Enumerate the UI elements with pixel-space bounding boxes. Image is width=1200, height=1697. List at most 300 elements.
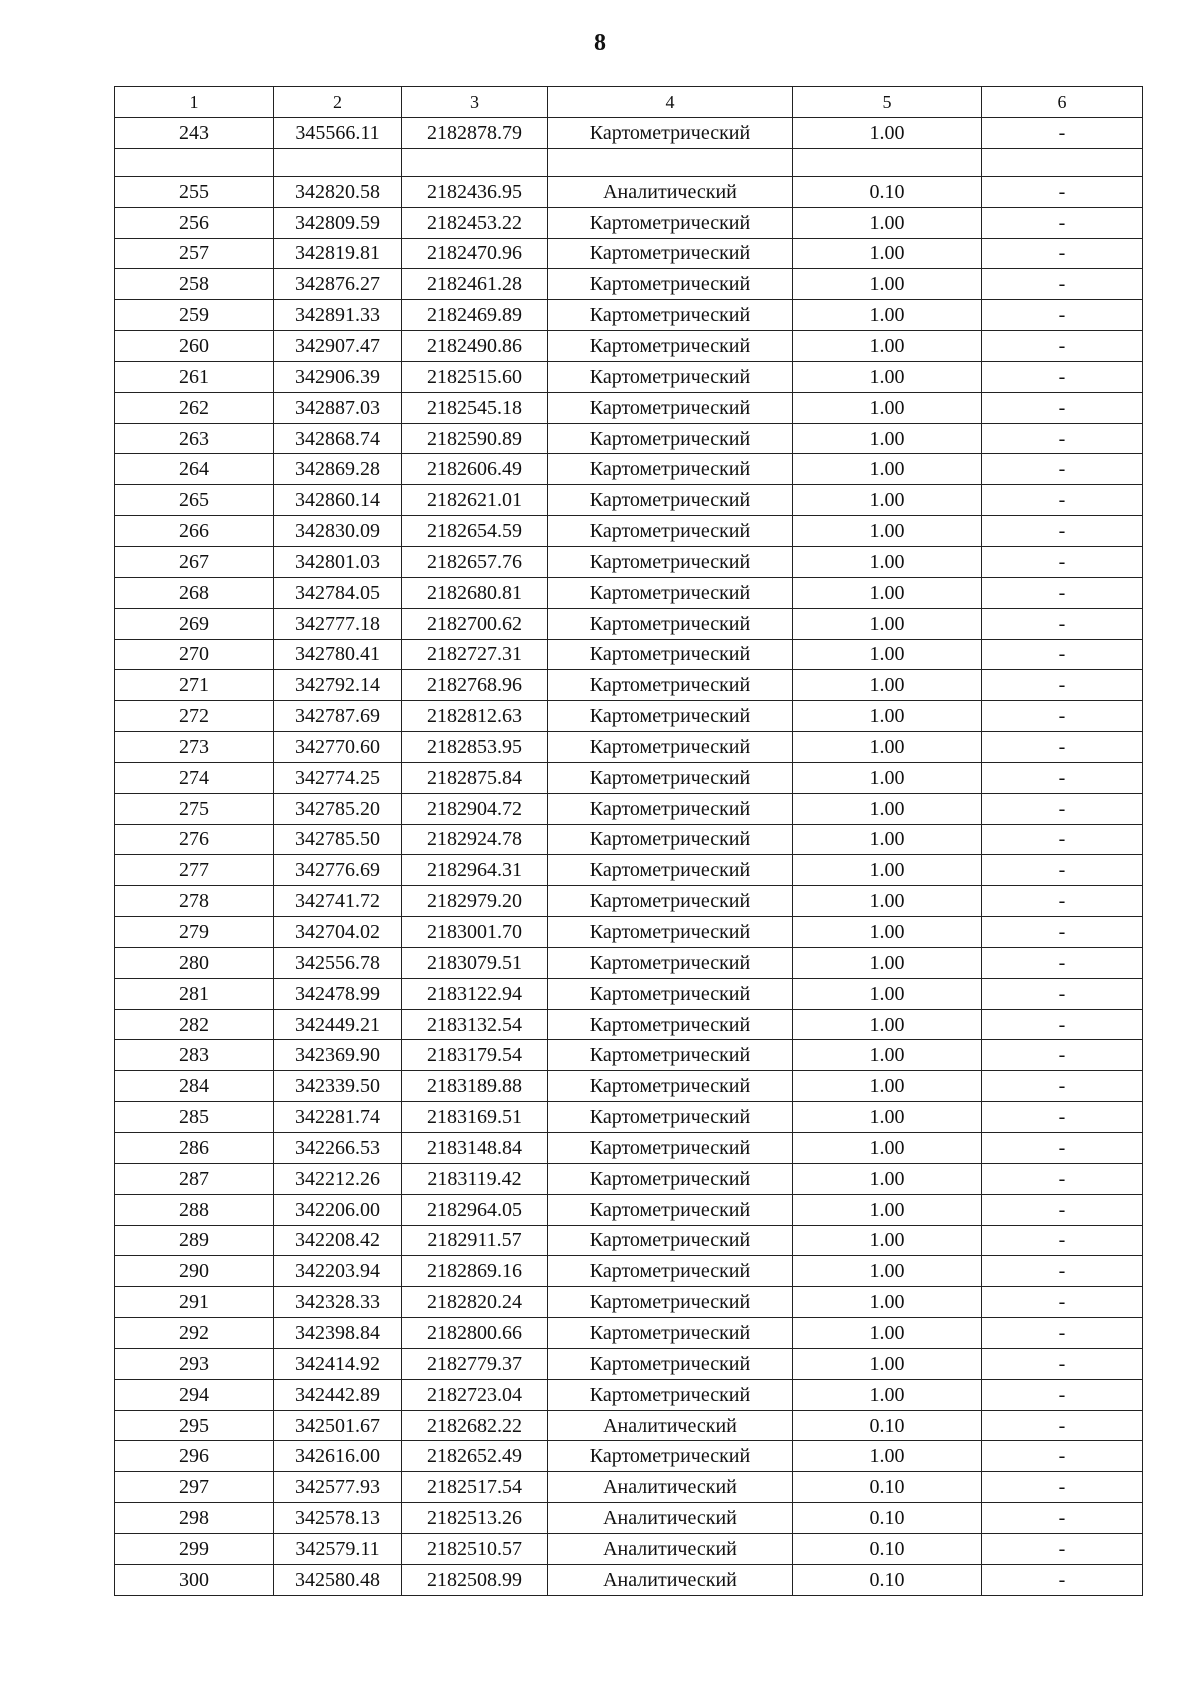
column-header: 6 <box>982 87 1143 118</box>
table-cell: 2182779.37 <box>402 1348 548 1379</box>
table-cell: 342907.47 <box>274 331 402 362</box>
table-cell: 342869.28 <box>274 454 402 485</box>
table-row <box>115 1133 1143 1164</box>
table-cell: - <box>982 546 1143 577</box>
table-cell: 2182924.78 <box>402 824 548 855</box>
table-cell: - <box>982 793 1143 824</box>
table-cell: - <box>982 1256 1143 1287</box>
table-cell: - <box>982 1287 1143 1318</box>
table-cell: 1.00 <box>793 824 982 855</box>
table-cell: 342339.50 <box>274 1071 402 1102</box>
table-cell: 342449.21 <box>274 1009 402 1040</box>
table-cell: 263 <box>115 423 274 454</box>
table-row <box>115 886 1143 917</box>
table-cell: Картометрический <box>548 732 793 763</box>
table-cell: 342478.99 <box>274 978 402 1009</box>
table-cell: 1.00 <box>793 732 982 763</box>
table-cell: 1.00 <box>793 1379 982 1410</box>
table-cell: 288 <box>115 1194 274 1225</box>
table-cell: 258 <box>115 269 274 300</box>
table-cell: 2183119.42 <box>402 1163 548 1194</box>
table-cell: 342398.84 <box>274 1318 402 1349</box>
table-cell: Картометрический <box>548 361 793 392</box>
table-cell: 2182875.84 <box>402 762 548 793</box>
table-row <box>115 148 1143 176</box>
table-cell: 1.00 <box>793 917 982 948</box>
table-cell: Картометрический <box>548 762 793 793</box>
table-cell: 342212.26 <box>274 1163 402 1194</box>
table-cell: - <box>982 1194 1143 1225</box>
table-cell: 269 <box>115 608 274 639</box>
table-row <box>115 423 1143 454</box>
table-cell: 287 <box>115 1163 274 1194</box>
table-cell: Аналитический <box>548 1503 793 1534</box>
table-cell: 256 <box>115 207 274 238</box>
table-cell: 2182979.20 <box>402 886 548 917</box>
table-cell: - <box>982 1441 1143 1472</box>
column-header: 1 <box>115 87 274 118</box>
table-cell: Картометрический <box>548 1287 793 1318</box>
table-cell: 0.10 <box>793 1564 982 1595</box>
table-cell: 342579.11 <box>274 1533 402 1564</box>
table-cell: Картометрический <box>548 269 793 300</box>
table-cell: Картометрический <box>548 331 793 362</box>
table-cell: 345566.11 <box>274 118 402 149</box>
table-cell: - <box>982 670 1143 701</box>
table-row <box>115 1348 1143 1379</box>
table-cell: 1.00 <box>793 454 982 485</box>
table-cell: - <box>982 701 1143 732</box>
table-cell: Картометрический <box>548 917 793 948</box>
table-row <box>115 331 1143 362</box>
table-row <box>115 1102 1143 1133</box>
table-row <box>115 1379 1143 1410</box>
table-cell: 262 <box>115 392 274 423</box>
table-row <box>115 269 1143 300</box>
table-row <box>115 1256 1143 1287</box>
table-cell: 276 <box>115 824 274 855</box>
table-cell: 2183179.54 <box>402 1040 548 1071</box>
table-row <box>115 762 1143 793</box>
table-cell: 2182964.31 <box>402 855 548 886</box>
table-cell: Картометрический <box>548 1225 793 1256</box>
table-cell: 2182869.16 <box>402 1256 548 1287</box>
table-cell: 300 <box>115 1564 274 1595</box>
table-cell: 342281.74 <box>274 1102 402 1133</box>
column-header: 3 <box>402 87 548 118</box>
table-row <box>115 361 1143 392</box>
table-cell: 291 <box>115 1287 274 1318</box>
table-cell: 2183189.88 <box>402 1071 548 1102</box>
table-cell: - <box>982 855 1143 886</box>
table-cell: 1.00 <box>793 577 982 608</box>
table-cell: 2183169.51 <box>402 1102 548 1133</box>
table-cell: 265 <box>115 485 274 516</box>
table-cell: 260 <box>115 331 274 362</box>
table-cell: Аналитический <box>548 1410 793 1441</box>
table-cell: 342577.93 <box>274 1472 402 1503</box>
table-cell: 342556.78 <box>274 947 402 978</box>
table-cell: 296 <box>115 1441 274 1472</box>
table-cell: 1.00 <box>793 269 982 300</box>
table-row <box>115 546 1143 577</box>
table-cell: 1.00 <box>793 516 982 547</box>
table-cell: 2182510.57 <box>402 1533 548 1564</box>
table-cell: - <box>982 1040 1143 1071</box>
table-cell: 255 <box>115 176 274 207</box>
table-body <box>115 87 1143 1596</box>
table-cell: 290 <box>115 1256 274 1287</box>
table-cell: Аналитический <box>548 176 793 207</box>
table-cell: 342203.94 <box>274 1256 402 1287</box>
table-cell: - <box>982 176 1143 207</box>
table-row <box>115 176 1143 207</box>
table-cell: - <box>982 639 1143 670</box>
table-cell: 293 <box>115 1348 274 1379</box>
table-cell: 342780.41 <box>274 639 402 670</box>
table-cell: - <box>982 331 1143 362</box>
table-cell: 2182727.31 <box>402 639 548 670</box>
table-cell <box>274 148 402 176</box>
table-cell: 1.00 <box>793 670 982 701</box>
table-cell: 2182513.26 <box>402 1503 548 1534</box>
table-cell: Картометрический <box>548 1441 793 1472</box>
table-cell: 273 <box>115 732 274 763</box>
table-cell: - <box>982 423 1143 454</box>
table-cell: - <box>982 1503 1143 1534</box>
table-cell: 1.00 <box>793 361 982 392</box>
table-cell: 1.00 <box>793 238 982 269</box>
table-cell: - <box>982 577 1143 608</box>
table-cell: 1.00 <box>793 1071 982 1102</box>
page-number: 8 <box>594 30 606 56</box>
table-cell: Аналитический <box>548 1472 793 1503</box>
table-row <box>115 485 1143 516</box>
table-cell <box>793 148 982 176</box>
table-cell: 278 <box>115 886 274 917</box>
table-cell: Картометрический <box>548 392 793 423</box>
table-cell: 1.00 <box>793 485 982 516</box>
table-cell: 2182657.76 <box>402 546 548 577</box>
table-cell: - <box>982 947 1143 978</box>
table-cell: 342785.20 <box>274 793 402 824</box>
table-cell: Картометрический <box>548 824 793 855</box>
table-row <box>115 1009 1143 1040</box>
table-cell: 2183122.94 <box>402 978 548 1009</box>
table-cell: 342414.92 <box>274 1348 402 1379</box>
table-row <box>115 1318 1143 1349</box>
table-cell: 1.00 <box>793 639 982 670</box>
table-row <box>115 207 1143 238</box>
table-cell: 2182723.04 <box>402 1379 548 1410</box>
table-cell: 1.00 <box>793 886 982 917</box>
table-cell: 2182682.22 <box>402 1410 548 1441</box>
table-cell: - <box>982 1225 1143 1256</box>
table-cell: 285 <box>115 1102 274 1133</box>
table-cell: 2182490.86 <box>402 331 548 362</box>
table-cell <box>982 148 1143 176</box>
table-row <box>115 1194 1143 1225</box>
table-cell: 342442.89 <box>274 1379 402 1410</box>
table-row <box>115 855 1143 886</box>
table-cell: 259 <box>115 300 274 331</box>
table-cell: 2182768.96 <box>402 670 548 701</box>
table-cell: Картометрический <box>548 1009 793 1040</box>
table-cell: - <box>982 732 1143 763</box>
table-cell: Картометрический <box>548 238 793 269</box>
table-row <box>115 947 1143 978</box>
table-cell: 342860.14 <box>274 485 402 516</box>
table-cell: 2182654.59 <box>402 516 548 547</box>
table-cell: 2182878.79 <box>402 118 548 149</box>
table-cell: - <box>982 1163 1143 1194</box>
table-cell: Картометрический <box>548 1194 793 1225</box>
table-cell: Картометрический <box>548 1133 793 1164</box>
table-cell: 0.10 <box>793 1533 982 1564</box>
table-cell: 2182820.24 <box>402 1287 548 1318</box>
table-cell: 0.10 <box>793 1472 982 1503</box>
table-cell: - <box>982 485 1143 516</box>
table-cell: 2182453.22 <box>402 207 548 238</box>
table-cell: 1.00 <box>793 1163 982 1194</box>
table-cell: 0.10 <box>793 1503 982 1534</box>
table-cell: 342787.69 <box>274 701 402 732</box>
table-row <box>115 1163 1143 1194</box>
table-cell: 342868.74 <box>274 423 402 454</box>
table-cell: 283 <box>115 1040 274 1071</box>
table-cell: - <box>982 1379 1143 1410</box>
table-cell: Картометрический <box>548 454 793 485</box>
table-cell: - <box>982 516 1143 547</box>
table-cell: 272 <box>115 701 274 732</box>
table-cell: 342501.67 <box>274 1410 402 1441</box>
table-cell: 2182853.95 <box>402 732 548 763</box>
table-cell: 294 <box>115 1379 274 1410</box>
table-cell: - <box>982 361 1143 392</box>
table-cell: Аналитический <box>548 1533 793 1564</box>
table-cell: 342891.33 <box>274 300 402 331</box>
table-row <box>115 732 1143 763</box>
table-cell: 2182911.57 <box>402 1225 548 1256</box>
table-cell: - <box>982 1348 1143 1379</box>
table-cell: 266 <box>115 516 274 547</box>
table-row <box>115 824 1143 855</box>
table-cell: Картометрический <box>548 1102 793 1133</box>
table-cell: 342770.60 <box>274 732 402 763</box>
table-row <box>115 516 1143 547</box>
table-cell: Картометрический <box>548 1163 793 1194</box>
table-cell: 277 <box>115 855 274 886</box>
table-cell: 1.00 <box>793 546 982 577</box>
table-cell: 279 <box>115 917 274 948</box>
table-row <box>115 577 1143 608</box>
table-cell: 342777.18 <box>274 608 402 639</box>
table-cell: - <box>982 1133 1143 1164</box>
table-cell: 342784.05 <box>274 577 402 608</box>
table-cell: 1.00 <box>793 947 982 978</box>
table-cell: 2182800.66 <box>402 1318 548 1349</box>
table-row <box>115 392 1143 423</box>
table-cell: 342578.13 <box>274 1503 402 1534</box>
table-header-row <box>115 87 1143 118</box>
table-cell: 280 <box>115 947 274 978</box>
table-cell: 257 <box>115 238 274 269</box>
table-cell: Картометрический <box>548 1318 793 1349</box>
table-cell: - <box>982 1071 1143 1102</box>
table-cell: - <box>982 886 1143 917</box>
table-row <box>115 917 1143 948</box>
table-cell: - <box>982 392 1143 423</box>
table-row <box>115 454 1143 485</box>
table-row <box>115 1410 1143 1441</box>
table-cell: 286 <box>115 1133 274 1164</box>
table-cell: 297 <box>115 1472 274 1503</box>
table-cell: Картометрический <box>548 886 793 917</box>
table-row <box>115 1533 1143 1564</box>
table-cell: 1.00 <box>793 1348 982 1379</box>
table-cell: Картометрический <box>548 1348 793 1379</box>
table-cell: 282 <box>115 1009 274 1040</box>
table-row <box>115 670 1143 701</box>
table-cell: 284 <box>115 1071 274 1102</box>
table-cell: - <box>982 917 1143 948</box>
table-cell: - <box>982 454 1143 485</box>
table-cell: 1.00 <box>793 701 982 732</box>
table-cell: 261 <box>115 361 274 392</box>
table-cell: 342616.00 <box>274 1441 402 1472</box>
table-cell: 2182812.63 <box>402 701 548 732</box>
table-cell: 267 <box>115 546 274 577</box>
table-row <box>115 639 1143 670</box>
table-cell: - <box>982 1102 1143 1133</box>
table-cell: 342906.39 <box>274 361 402 392</box>
table-row <box>115 1564 1143 1595</box>
table-cell: 1.00 <box>793 423 982 454</box>
table-cell: 1.00 <box>793 608 982 639</box>
coordinates-table <box>114 86 1143 1596</box>
table-cell: 2183001.70 <box>402 917 548 948</box>
table-cell: 289 <box>115 1225 274 1256</box>
table-cell: 342809.59 <box>274 207 402 238</box>
table-cell: - <box>982 1564 1143 1595</box>
table-cell: Картометрический <box>548 701 793 732</box>
table-cell: 270 <box>115 639 274 670</box>
table-cell: - <box>982 300 1143 331</box>
column-header: 4 <box>548 87 793 118</box>
table-cell: 1.00 <box>793 793 982 824</box>
table-cell: 1.00 <box>793 1441 982 1472</box>
table-cell: - <box>982 762 1143 793</box>
table-cell: 342801.03 <box>274 546 402 577</box>
table-cell: - <box>982 118 1143 149</box>
table-cell: Картометрический <box>548 608 793 639</box>
table-cell: 2182469.89 <box>402 300 548 331</box>
table-row <box>115 1503 1143 1534</box>
table-cell: - <box>982 608 1143 639</box>
table-cell: 342208.42 <box>274 1225 402 1256</box>
table-cell: 1.00 <box>793 762 982 793</box>
table-cell: - <box>982 207 1143 238</box>
table-cell: 2182436.95 <box>402 176 548 207</box>
table-cell: 342206.00 <box>274 1194 402 1225</box>
table-cell: Картометрический <box>548 639 793 670</box>
column-header: 2 <box>274 87 402 118</box>
table-cell: 281 <box>115 978 274 1009</box>
table-cell: 2182515.60 <box>402 361 548 392</box>
table-cell: 1.00 <box>793 1009 982 1040</box>
table-cell: 342328.33 <box>274 1287 402 1318</box>
table-cell: Картометрический <box>548 577 793 608</box>
table-cell: 342704.02 <box>274 917 402 948</box>
table-cell: 1.00 <box>793 978 982 1009</box>
table-cell <box>115 148 274 176</box>
table-row <box>115 1287 1143 1318</box>
table-cell: - <box>982 824 1143 855</box>
table-cell: 342820.58 <box>274 176 402 207</box>
table-cell: Картометрический <box>548 1040 793 1071</box>
table-row <box>115 701 1143 732</box>
table-cell: - <box>982 1410 1143 1441</box>
table-cell: 243 <box>115 118 274 149</box>
table-cell: Картометрический <box>548 300 793 331</box>
table-row <box>115 1441 1143 1472</box>
table-cell: 268 <box>115 577 274 608</box>
table-cell: 2183148.84 <box>402 1133 548 1164</box>
table-cell: - <box>982 269 1143 300</box>
table-cell: 264 <box>115 454 274 485</box>
table-row <box>115 1040 1143 1071</box>
table-cell <box>402 148 548 176</box>
table-row <box>115 1225 1143 1256</box>
table-cell: 1.00 <box>793 1256 982 1287</box>
table-cell: 342369.90 <box>274 1040 402 1071</box>
table-cell: 342776.69 <box>274 855 402 886</box>
table-row <box>115 118 1143 149</box>
table-cell: 1.00 <box>793 1102 982 1133</box>
table-cell: 342819.81 <box>274 238 402 269</box>
table-cell: 292 <box>115 1318 274 1349</box>
table-cell <box>548 148 793 176</box>
table-cell: 274 <box>115 762 274 793</box>
table-cell: 2182470.96 <box>402 238 548 269</box>
table-cell: 342266.53 <box>274 1133 402 1164</box>
table-cell: 1.00 <box>793 331 982 362</box>
table-cell: 342792.14 <box>274 670 402 701</box>
table-cell: 2182652.49 <box>402 1441 548 1472</box>
table-cell: 2182700.62 <box>402 608 548 639</box>
table-cell: 0.10 <box>793 176 982 207</box>
table-cell: 299 <box>115 1533 274 1564</box>
table-cell: Картометрический <box>548 485 793 516</box>
table-cell: 1.00 <box>793 855 982 886</box>
table-cell: Картометрический <box>548 1071 793 1102</box>
table-cell: 342830.09 <box>274 516 402 547</box>
table-cell: 2182606.49 <box>402 454 548 485</box>
table-cell: 271 <box>115 670 274 701</box>
table-cell: - <box>982 238 1143 269</box>
table-cell: 2183132.54 <box>402 1009 548 1040</box>
table-cell: 342887.03 <box>274 392 402 423</box>
table-cell: Картометрический <box>548 1379 793 1410</box>
table-cell: 2182517.54 <box>402 1472 548 1503</box>
table-cell: Картометрический <box>548 118 793 149</box>
table-cell: 275 <box>115 793 274 824</box>
table-cell: 2182904.72 <box>402 793 548 824</box>
table-row <box>115 793 1143 824</box>
table-cell: 1.00 <box>793 392 982 423</box>
table-row <box>115 1071 1143 1102</box>
table-cell: 1.00 <box>793 1133 982 1164</box>
